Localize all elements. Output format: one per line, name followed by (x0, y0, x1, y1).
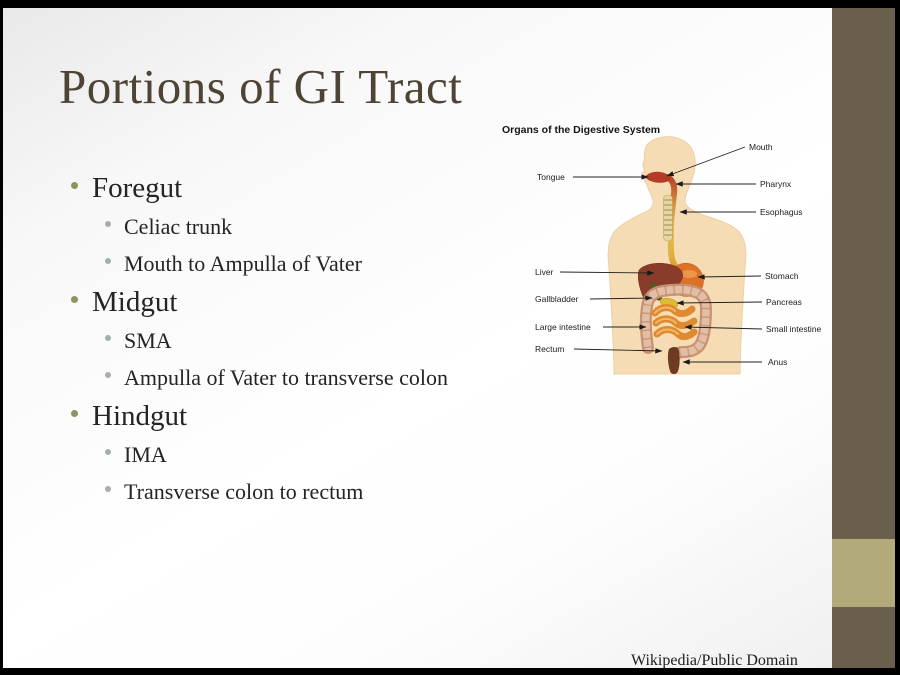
list-item-label: Transverse colon to rectum (124, 479, 364, 504)
list-item-label: SMA (124, 328, 172, 353)
label-pancreas: Pancreas (766, 297, 802, 307)
label-mouth: Mouth (749, 142, 773, 152)
list-item-label: Ampulla of Vater to transverse colon (124, 365, 449, 390)
bullet-icon (105, 221, 111, 227)
list-item-label: Hindgut (92, 400, 188, 432)
label-pharynx: Pharynx (760, 179, 792, 189)
list-item (63, 168, 543, 208)
digestive-system-diagram (499, 120, 835, 378)
list-item (63, 473, 543, 510)
list-item (63, 436, 543, 473)
slide (3, 8, 832, 668)
list-item (63, 359, 543, 396)
list-item (63, 208, 543, 245)
bullet-icon (105, 449, 111, 455)
list-item-label: Mouth to Ampulla of Vater (124, 251, 362, 276)
list-item (63, 245, 543, 282)
label-large-intestine: Large intestine (535, 322, 591, 332)
bullet-icon (71, 182, 78, 189)
list-item-label: IMA (124, 442, 167, 467)
page-title: Portions of GI Tract (59, 59, 463, 114)
list-item (63, 282, 543, 322)
bullet-icon (105, 486, 111, 492)
trachea-graphic (664, 195, 673, 241)
image-credit: Wikipedia/Public Domain (631, 652, 798, 669)
label-tongue: Tongue (537, 172, 565, 182)
small-intestine-graphic (655, 307, 694, 336)
label-small-intestine: Small intestine (766, 324, 822, 334)
bullet-icon (105, 335, 111, 341)
label-rectum: Rectum (535, 344, 565, 354)
list-item (63, 322, 543, 359)
label-gallbladder: Gallbladder (535, 294, 579, 304)
diagram-title: Organs of the Digestive System (502, 124, 661, 136)
bullet-icon (71, 296, 78, 303)
bullet-icon (71, 410, 78, 417)
list-item (63, 396, 543, 436)
bullet-icon (105, 258, 111, 264)
label-anus: Anus (768, 357, 788, 367)
label-stomach: Stomach (765, 271, 799, 281)
accent-band (832, 539, 895, 607)
bullet-icon (105, 372, 111, 378)
label-esophagus: Esophagus (760, 207, 803, 217)
list-item-label: Midgut (92, 286, 178, 318)
list-item-label: Celiac trunk (124, 214, 233, 239)
bullet-list (63, 168, 543, 510)
theme-sidebar (832, 8, 895, 668)
list-item-label: Foregut (92, 172, 183, 204)
label-liver: Liver (535, 267, 554, 277)
